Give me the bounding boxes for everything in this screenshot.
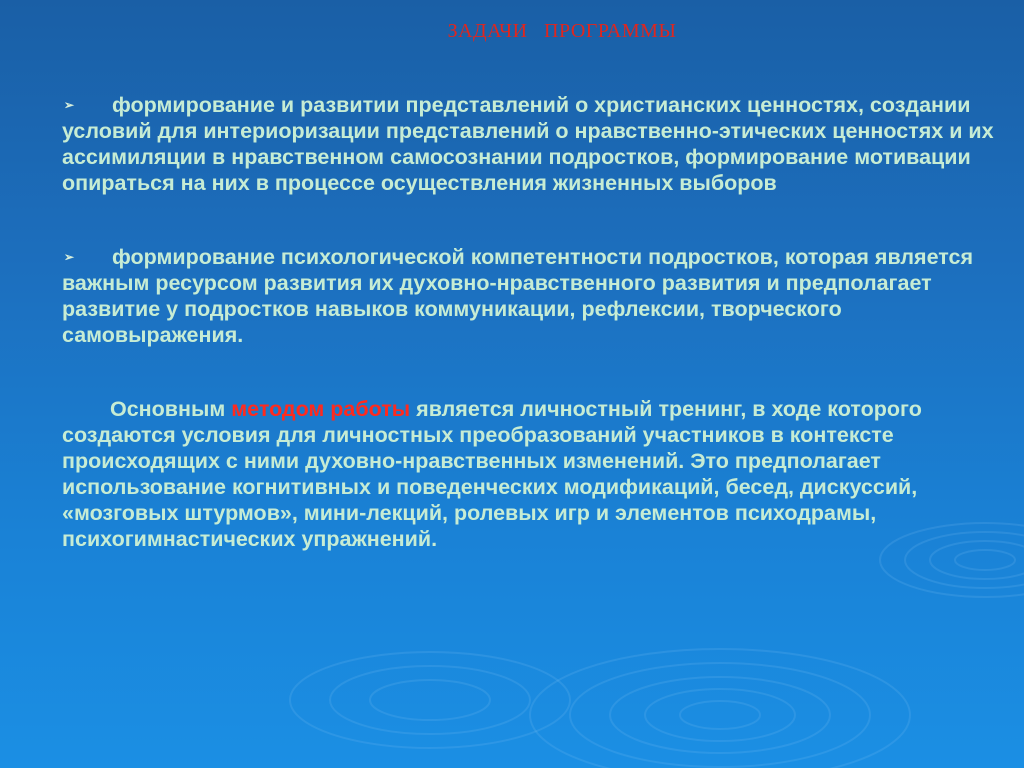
paragraph-body: является личностный тренинг, в ходе которого создаются условия для личностных преобразований участников в контексте происходящих с ними духовно-нравственных изменений. Это предполагает использование когнитивных и поведенческих модификаций, бесед, дискуссий, «мозговых штурмов», мини-лекций, ролевых игр и элементов психодрамы, психогимнастических упражнений.: [62, 397, 922, 551]
slide-content: [62, 92, 1002, 552]
bullet-item: [62, 244, 1002, 348]
highlighted-term: методом работы: [231, 397, 411, 421]
bullet-text: формирование и развитии представлений о христианских ценностях, создании условий для интериоризации представлений о нравственно-этических ценностях и их ассимиляции в нравственном самосознании подростков, формирование мотивации опираться на них в процессе осуществления жизненных выборов: [62, 93, 994, 195]
bullet-text: формирование психологической компетентности подростков, которая является важным ресурсом развития их духовно-нравственного развития и предполагает развитие у подростков навыков коммуникации, рефлексии, творческого самовыражения.: [62, 245, 973, 347]
paragraph-lead: Основным: [110, 397, 232, 421]
bullet-item: [62, 92, 1002, 196]
arrow-bullet-icon: ➢: [64, 250, 75, 264]
slide-title: ЗАДАЧИ ПРОГРАММЫ: [447, 20, 677, 42]
arrow-bullet-icon: ➢: [64, 98, 75, 112]
method-paragraph: [62, 396, 1002, 552]
